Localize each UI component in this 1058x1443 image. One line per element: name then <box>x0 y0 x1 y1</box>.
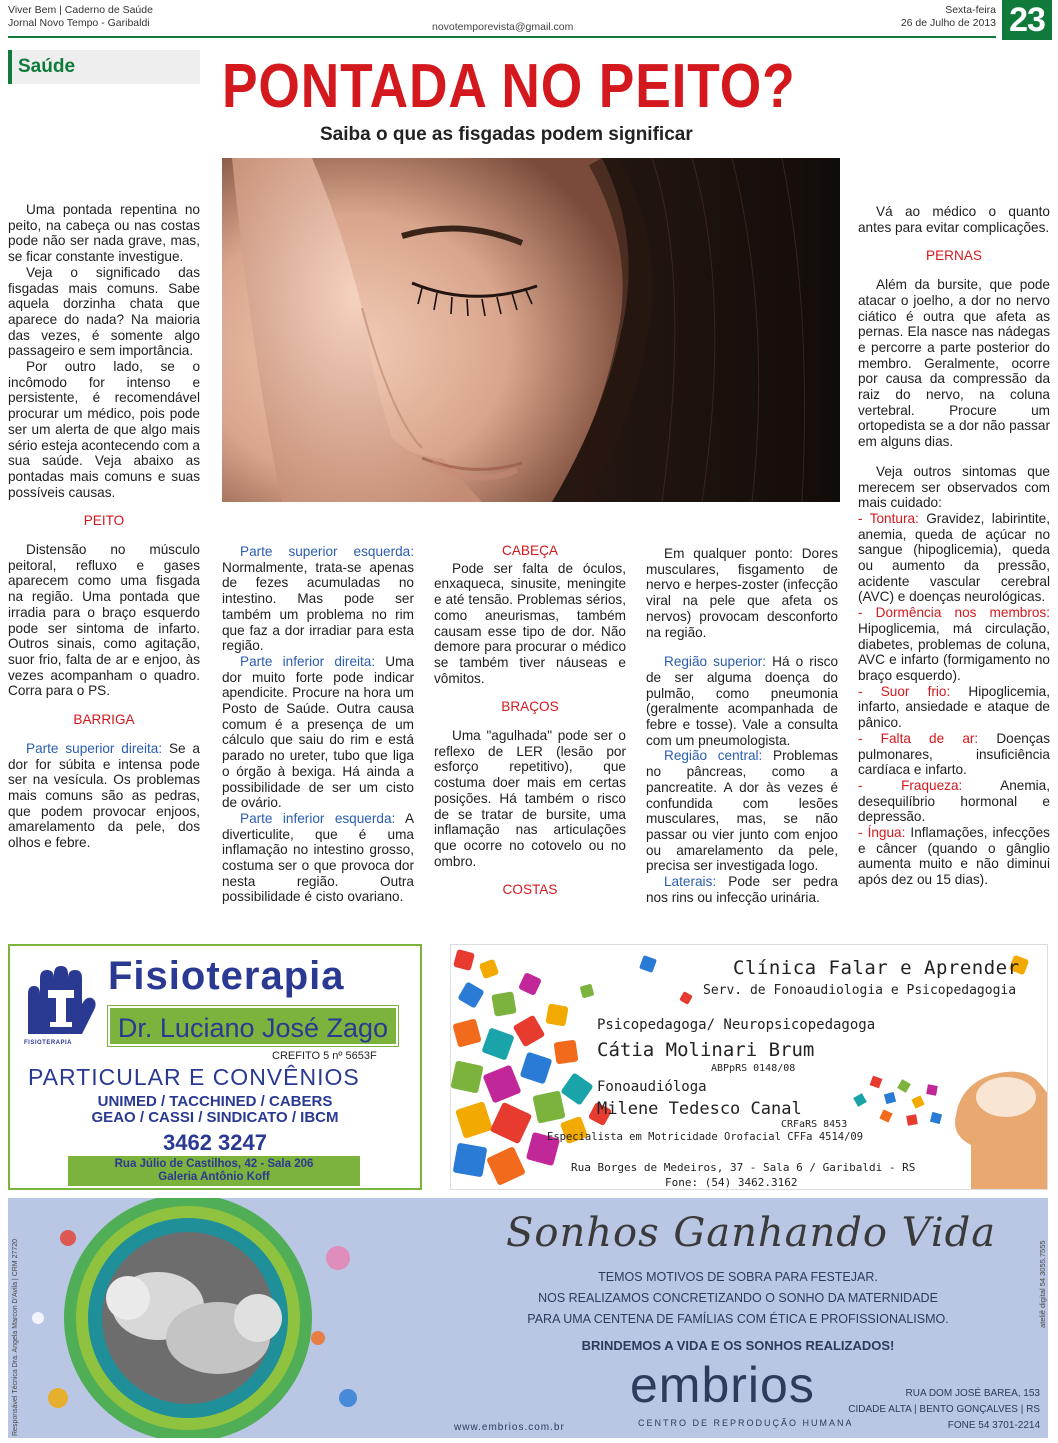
header-left <box>8 4 153 30</box>
article-paragraph <box>222 811 414 905</box>
address-line: Galeria Antônio Koff <box>158 1171 270 1183</box>
article-column-2 <box>222 544 414 905</box>
article-paragraph: Pode ser falta de óculos, enxaqueca, sinusite, meningite e até tensão. Problemas sérios, como aneurismas, também causam esse tipo de dor. Não demore para procurar o médico se também tiver náuseas e vômitos. <box>434 560 626 686</box>
article-paragraph <box>646 654 838 748</box>
topic-label: Parte superior esquerda: <box>240 544 414 559</box>
article-photo-woman-headache <box>222 158 840 502</box>
article-headline: PONTADA NO PEITO? <box>222 52 796 121</box>
ad-embrios-agency: ateliê digital 54 3055.7555 <box>1038 1240 1047 1328</box>
page-number: 23 <box>1002 0 1052 40</box>
symptom-item <box>858 778 1050 825</box>
article-paragraph: Por outro lado, se o incômodo for intenso e persistente, é recomendável procurar um médico, pois pode ser um alerta de que algo mais sério esteja acontecendo com a sua saúde. Veja abaixo as pontadas mais comuns e suas possíveis causas. <box>8 359 200 500</box>
symptom-text: Hipoglicemia, má circulação, diabetes, problemas de coluna, AVC e infarto (formigamento no braço esquerdo). <box>858 620 1050 683</box>
article-paragraph <box>222 544 414 654</box>
ad-fisio-title: Fisioterapia <box>108 954 345 998</box>
ad-fisio-phone: 3462 3247 <box>163 1130 267 1155</box>
section-tag: Saúde <box>8 50 200 84</box>
embrios-logo: embrios <box>630 1357 815 1413</box>
symptom-text: Doenças pulmonares, insuficiência cardíaca e infarto. <box>858 730 1050 778</box>
symptom-label: - Falta de ar: <box>858 730 979 746</box>
article-paragraph <box>646 874 838 905</box>
header-email: novotemporevista@gmail.com <box>432 21 574 33</box>
ad-clinica-role: Psicopedagoga/ Neuropsicopedagoga <box>597 1017 876 1033</box>
ad-embrios-url: www.embrios.com.br <box>454 1422 565 1433</box>
embrios-logo-subtitle: CENTRO DE REPRODUÇÃO HUMANA <box>638 1418 854 1428</box>
topic-label: Parte superior direita: <box>26 740 163 756</box>
article-paragraph <box>646 748 838 874</box>
ad-embrios-slogan: BRINDEMOS A VIDA E OS SONHOS REALIZADOS! <box>581 1338 895 1353</box>
topic-text: Se a dor for súbita e intensa pode ser na vesícula. Os problemas mais comuns são as pedras, que podem provocar enjoos, amarelamento da pele, dos olhos e febre. <box>8 740 200 851</box>
fisioterapia-logo-icon <box>20 964 100 1048</box>
ad-embrios-address <box>848 1386 1040 1434</box>
symptom-item <box>858 731 1050 778</box>
article-paragraph: Veja outros sintomas que merecem ser observados com mais cuidado: <box>858 463 1050 511</box>
topic-text: Há o risco de ser alguma doença do pulmão, como pneumonia (geralmente acompanhada de febre e tosse). Vale a consulta com um pneumologista. <box>646 654 839 748</box>
subheading-cabeca: CABEÇA <box>502 543 558 558</box>
ad-embrios-line: TEMOS MOTIVOS DE SOBRA PARA FESTEJAR. <box>598 1270 878 1284</box>
ad-embrios <box>8 1198 1048 1438</box>
logo-caption: FISIOTERAPIA <box>24 1040 73 1046</box>
page-header <box>0 0 1058 38</box>
header-newspaper-name: Jornal Novo Tempo - Garibaldi <box>8 17 150 29</box>
article-paragraph: Em qualquer ponto: Dores musculares, fisgamento de nervo e herpes-zoster (infecção viral na pele que afeta os nervos) provocam desconforto na região. <box>646 546 838 640</box>
ad-clinica-subtitle: Serv. de Fonoaudiologia e Psicopedagogia <box>703 983 1017 998</box>
ad-embrios-script-title: Sonhos Ganhando Vida <box>506 1210 997 1256</box>
symptom-label: - Suor frio: <box>858 683 951 699</box>
ad-clinica-professional: Cátia Molinari Brum <box>597 1039 815 1061</box>
article-paragraph: Distensão no músculo peitoral, refluxo e gases aparecem como uma fisgada na região. Uma pontada que irradia para o braço esquerdo pode ser sintoma de infarto. Outros sinais, como agitação, suor frio, falta de ar e enjoo, às vezes acompanham o quadro. Corra para o PS. <box>8 542 200 699</box>
ad-clinica-registration: CRFaRS 8453 <box>781 1119 848 1130</box>
ad-clinica-role: Fonoaudióloga <box>597 1079 707 1095</box>
ad-fisio-address <box>68 1156 360 1186</box>
article-subheadline: Saiba o que as fisgadas podem significar <box>320 124 693 145</box>
symptom-label: - Íngua: <box>858 825 906 841</box>
symptom-item <box>858 511 1050 605</box>
symptom-label: - Tontura: <box>858 510 919 526</box>
topic-text: Problemas no pâncreas, como a pancreatite. A dor às vezes é confundida com lesões musculares, mas, se não passar ou vier junto com enjoo ou amarelamento da pele, precisa ser investigada logo. <box>646 748 838 874</box>
symptom-text: Anemia, desequilíbrio hormonal e depressão. <box>858 777 1050 825</box>
symptom-text: Inflamações, infecções e câncer (quando o gânglio aumenta muito e não diminui após dez ou 15 dias). <box>858 825 1050 888</box>
article-paragraph <box>222 654 414 811</box>
address-line: RUA DOM JOSÉ BAREA, 153 <box>905 1388 1040 1399</box>
article-paragraph: Vá ao médico o quanto antes para evitar complicações. <box>858 204 1050 235</box>
symptom-label: - Dormência nos membros: <box>858 605 1050 621</box>
ad-fisio-convenios: GEAO / CASSI / SINDICATO / IBCM <box>91 1109 339 1126</box>
ad-fisio-doctor: Dr. Luciano José Zago <box>108 1006 398 1046</box>
subheading-pernas: PERNAS <box>926 248 982 264</box>
symptom-text: Hipoglicemia, infarto, ansiedade e ataque de pânico. <box>858 683 1050 731</box>
ad-embrios-responsible: Responsável Técnica Dra. Angela Marcon D'Avila | CRM 27720 <box>12 1238 19 1436</box>
topic-label: Região superior: <box>664 654 767 670</box>
article-intro: Uma pontada repentina no peito, na cabeça ou nas costas pode não ser nada grave, mas, se ficar constante investigue. <box>8 202 200 265</box>
symptom-item <box>858 684 1050 731</box>
ad-fisio-crefito: CREFITO 5 nº 5653F <box>272 1050 377 1062</box>
header-date <box>901 4 996 30</box>
address-line: CIDADE ALTA | BENTO GONÇALVES | RS <box>848 1404 1040 1415</box>
topic-label: Parte inferior esquerda: <box>240 810 396 826</box>
topic-text: A diverticulite, que é uma inflamação no intestino grosso, costuma ser o que provoca dor nesta região. Outra possibilidade é cisto ovariano. <box>222 810 415 905</box>
header-divider <box>8 36 996 38</box>
address-line: Rua Júlio de Castilhos, 42 - Sala 206 <box>114 1158 314 1170</box>
ad-clinica-address: Rua Borges de Medeiros, 37 - Sala 6 / Garibaldi - RS <box>571 1161 916 1174</box>
ad-clinica-title: Clínica Falar e Aprender <box>733 957 1020 979</box>
ad-clinica-specialty: Especialista em Motricidade Orofacial CFFa 4514/09 <box>547 1131 864 1143</box>
article-paragraph: Veja o significado das fisgadas mais comuns. Sabe aquela dorzinha chata que aparece do nada? Na maioria das vezes, é somente algo passageiro e sem importância. <box>8 264 200 359</box>
subheading-barriga: BARRIGA <box>73 712 135 728</box>
symptom-text: Gravidez, labirintite, anemia, queda de açúcar no sangue (hipoglicemia), queda ou aumento da pressão, acidente vascular cerebral (AVC) e doenças neurológicas. <box>858 510 1050 605</box>
subheading-peito: PEITO <box>83 513 125 529</box>
ad-fisioterapia <box>8 944 422 1190</box>
symptom-item <box>858 825 1050 888</box>
subheading-bracos: BRAÇOS <box>501 699 559 715</box>
topic-text: Pode ser pedra nos rins ou infecção urinária. <box>646 874 838 905</box>
ad-embrios-line: PARA UMA CENTENA DE FAMÍLIAS COM ÉTICA E PROFISSIONALISMO. <box>527 1312 949 1326</box>
topic-label: Região central: <box>664 748 763 764</box>
header-full-date: 26 de Julho de 2013 <box>900 17 996 29</box>
ad-clinica-phone: Fone: (54) 3462.3162 <box>665 1176 798 1189</box>
header-weekday: Sexta-feira <box>945 4 996 16</box>
article-column-5 <box>858 204 1050 888</box>
article-paragraph: Uma "agulhada" pode ser o reflexo de LER (lesão por esforço repetitivo), que costuma doer mais em certas posições. Há também o risco de se tratar de bursite, uma inflamação nas articulações que ocorre no cotovelo ou no ombro. <box>434 728 626 869</box>
topic-label: Laterais: <box>664 874 717 890</box>
symptom-item <box>858 605 1050 684</box>
article-column-1 <box>8 202 200 851</box>
babies-photo-ring <box>8 1198 428 1438</box>
ad-clinica-falar-aprender <box>450 944 1048 1190</box>
symptom-label: - Fraqueza: <box>858 777 963 793</box>
ad-fisio-convenios: UNIMED / TACCHINED / CABERS <box>97 1093 333 1110</box>
address-line: FONE 54 3701-2214 <box>947 1420 1040 1431</box>
ad-clinica-professional: Milene Tedesco Canal <box>597 1099 802 1119</box>
topic-text: Uma dor muito forte pode indicar apendicite. Procure na hora um Posto de Saúde. Outra causa comum é a presença de um cálculo que saiu do rim e está parado no ureter, tubo que liga o órgão à bexiga. Há ainda a possibilidade de ser um cisto de ovário. <box>222 653 414 811</box>
subheading-costas: COSTAS <box>502 882 558 898</box>
article-column-4 <box>646 546 838 905</box>
ad-clinica-registration: ABPpRS 0148/08 <box>711 1063 796 1074</box>
ad-embrios-line: NOS REALIZAMOS CONCRETIZANDO O SONHO DA MATERNIDADE <box>538 1291 938 1305</box>
ad-fisio-particular: PARTICULAR E CONVÊNIOS <box>28 1064 360 1090</box>
article-column-3 <box>434 531 626 911</box>
topic-label: Parte inferior direita: <box>240 653 376 669</box>
topic-text: Normalmente, trata-se apenas de fezes acumuladas no intestino. Mas pode ser também um problema no rim que faz a dor irradiar para esta região. <box>222 559 414 654</box>
article-paragraph <box>8 741 200 851</box>
header-section-label: Viver Bem | Caderno de Saúde <box>8 4 153 16</box>
article-paragraph: Além da bursite, que pode atacar o joelho, a dor no nervo ciático é outra que afeta as pernas. Ela nasce nas nádegas e percorre a parte posterior do membro. Geralmente, ocorre por causa da compressão da raiz do nervo, na coluna vertebral. Procure um ortopedista se a dor não passar em alguns dias. <box>858 277 1050 450</box>
